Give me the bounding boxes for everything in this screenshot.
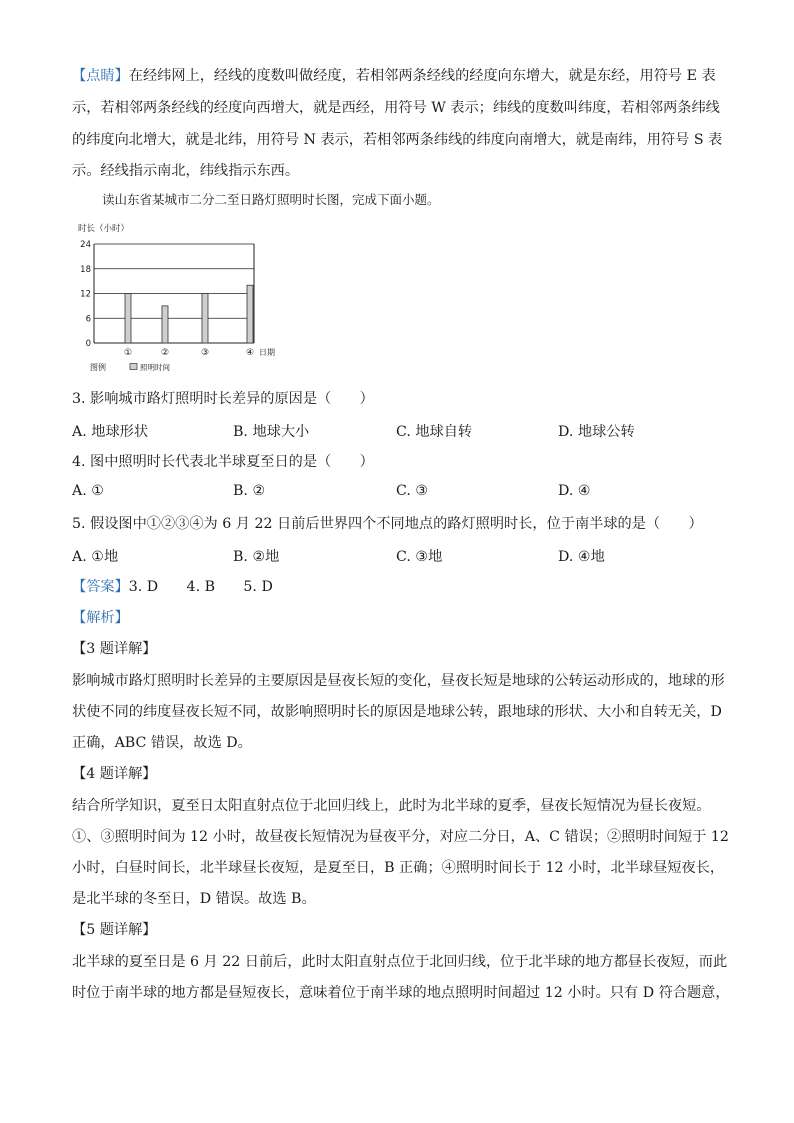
- detail-3-line-1: 影响城市路灯照明时长差异的主要原因是昼夜长短的变化，昼夜长短是地球的公转运动形成的，地球的形: [72, 673, 725, 689]
- detail-5-tag: 【5 题详解】: [72, 922, 157, 938]
- q3-option-c: C. 地球自转: [396, 424, 473, 440]
- y-tick-label: 18: [80, 264, 91, 275]
- q5-option-b: B. ②地: [233, 549, 280, 565]
- answer-line: [72, 577, 722, 597]
- detail-4-tag: 【4 题详解】: [72, 766, 157, 782]
- x-tick-label: ④: [245, 348, 255, 358]
- dianjing-line-3: 的纬度向北增大，就是北纬，用符号 N 表示，若相邻两条纬线的纬度向南增大，就是南纬，用符号 S 表: [72, 132, 723, 148]
- q5-stem: 5. 假设图中①②③④为 6 月 22 日前后世界四个不同地点的路灯照明时长，位于南半球的是（ ）: [72, 516, 703, 532]
- detail-4-line-4: 是北半球的冬至日，D 错误。故选 B。: [72, 891, 316, 907]
- dianjing-line-1: 【点睛】在经纬网上，经线的度数叫做经度，若相邻两条经线的经度向东增大，就是东经，用符号 E 表: [72, 68, 716, 84]
- detail-4-line-3: 小时，白昼时间长，北半球昼长夜短，是夏至日，B 正确；④照明时间长于 12 小时，北半球昼短夜长，: [72, 860, 725, 876]
- analysis-tag: 【解析】: [72, 610, 129, 626]
- detail-4-line-1: 结合所学知识，夏至日太阳直射点位于北回归线上，此时为北半球的夏季，昼夜长短情况为昼长夜短。: [72, 798, 711, 814]
- legend-title: 图例: [90, 363, 106, 372]
- detail-3-line-3: 正确，ABC 错误，故选 D。: [72, 735, 252, 751]
- detail-4-line-2: ①、③照明时间为 12 小时，故昼夜长短情况为昼夜平分，对应二分日，A、C 错误；②照明时间短于 12: [72, 829, 729, 845]
- x-tick-label: ①: [123, 348, 133, 358]
- q3-option-b: B. 地球大小: [233, 424, 310, 440]
- bar-1: [125, 294, 131, 344]
- y-tick-label: 6: [85, 314, 91, 325]
- q5-option-d: D. ④地: [558, 549, 605, 565]
- q4-option-a: A. ①: [72, 483, 104, 499]
- lighting-duration-chart: [76, 218, 286, 372]
- chart-caption: 读山东省某城市二分二至日路灯照明时长图，完成下面小题。: [102, 192, 440, 207]
- q3-option-d: D. 地球公转: [558, 424, 635, 440]
- answer-text: 3. D 4. B 5. D: [128, 579, 273, 595]
- x-tick-label: ②: [160, 348, 170, 358]
- legend-label: 照明时间: [140, 363, 170, 372]
- detail-3-line-2: 状使不同的纬度昼夜长短不同，故影响照明时长的原因是地球公转，跟地球的形状、大小和自转无关，D: [72, 704, 722, 720]
- detail-5-line-2: 时位于南半球的地方都是昼短夜长，意味着位于南半球的地点照明时间超过 12 小时。只有 D 符合题意，: [72, 985, 730, 1001]
- bar-4: [247, 285, 253, 343]
- q4-option-c: C. ③: [396, 483, 429, 499]
- q5-option-c: C. ③地: [396, 549, 443, 565]
- x-axis-label: 日期: [259, 348, 275, 357]
- q4-option-b: B. ②: [233, 483, 266, 499]
- dianjing-line-4: 示。经线指示南北，纬线指示东西。: [72, 163, 300, 179]
- q4-option-d: D. ④: [558, 483, 591, 499]
- q4-stem: 4. 图中照明时长代表北半球夏至日的是（ ）: [72, 454, 374, 470]
- q3-stem: 3. 影响城市路灯照明时长差异的原因是（ ）: [72, 391, 374, 407]
- q3-option-a: A. 地球形状: [72, 424, 149, 440]
- y-tick-label: 12: [80, 289, 91, 300]
- y-tick-label: 24: [80, 240, 91, 250]
- detail-5-line-1: 北半球的夏至日是 6 月 22 日前后，此时太阳直射点位于北回归线，位于北半球的地方都昼长夜短，而此: [72, 954, 728, 970]
- dianjing-tag: 【点睛】: [72, 68, 129, 84]
- detail-3-tag: 【3 题详解】: [72, 641, 157, 657]
- legend-swatch: [130, 364, 137, 370]
- q5-option-a: A. ①地: [72, 549, 119, 565]
- y-tick-label: 0: [85, 339, 91, 349]
- x-tick-label: ③: [200, 348, 210, 358]
- bar-3: [202, 294, 208, 344]
- dianjing-line-2: 示，若相邻两条经线的经度向西增大，就是西经，用符号 W 表示；纬线的度数叫纬度，若相邻两条纬线: [72, 100, 720, 116]
- y-axis-label: 时长（小时）: [78, 224, 130, 234]
- bar-2: [162, 306, 168, 343]
- answer-tag: 【答案】: [72, 579, 129, 595]
